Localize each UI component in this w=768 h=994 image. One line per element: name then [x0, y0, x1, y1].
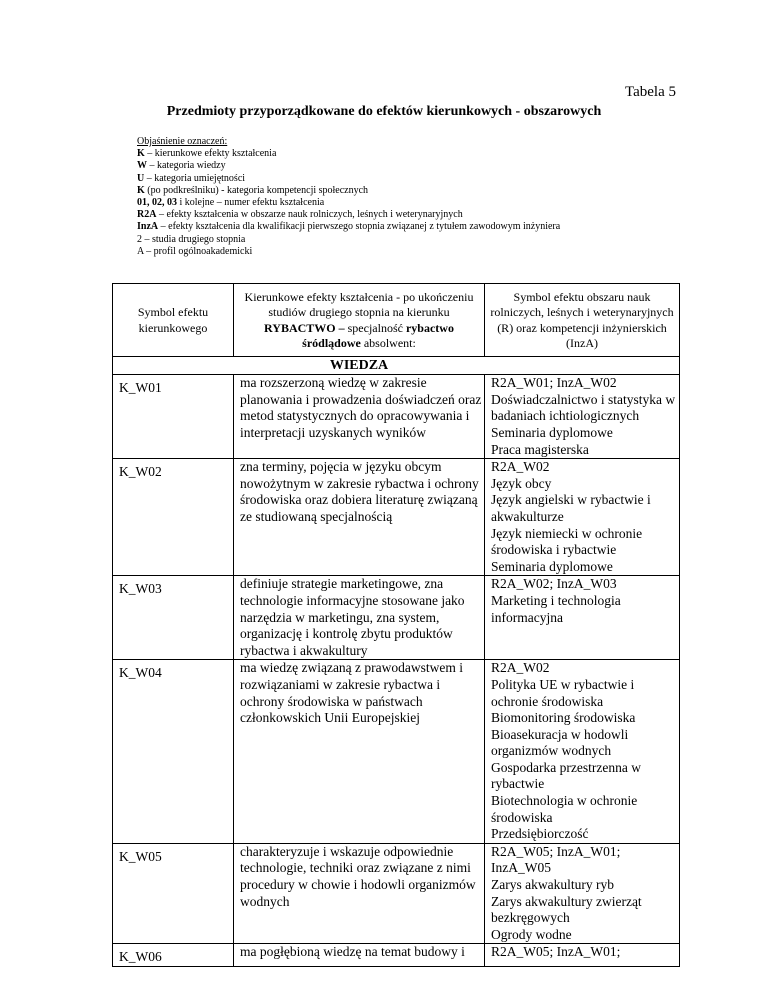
area-line: R2A_W02; InzA_W03	[491, 576, 617, 592]
table-header-row	[113, 284, 680, 357]
area-line: R2A_W01; InzA_W02	[491, 375, 617, 391]
effect-description: ma rozszerzoną wiedzę w zakresie planowania i prowadzenia doświadczeń oraz metod statystycznych do opracowywania i interpretacji uzyskanych wyników	[234, 375, 485, 459]
area-line: Praca magisterska	[491, 441, 589, 457]
effects-table	[112, 283, 680, 967]
legend-item: K (po podkreślniku) - kategoria kompetencji społecznych	[137, 184, 369, 196]
section-row	[113, 356, 680, 375]
area-line: Język obcy	[491, 475, 552, 491]
header-symbol: Symbol efektu kierunkowego	[113, 284, 234, 357]
effect-description: ma pogłębioną wiedzę na temat budowy i	[234, 944, 485, 967]
effect-description: definiuje strategie marketingowe, zna technologie informacyjne stosowane jako narzędzia w marketingu, zna system, organizację i kontrolę zbytu produktów rybactwa i akwakultury	[234, 576, 485, 660]
table-row	[113, 375, 680, 459]
effect-symbol: K_W04	[113, 660, 234, 844]
area-symbols	[485, 660, 680, 844]
area-line: Seminaria dyplomowe	[491, 425, 613, 440]
legend-item: 2 – studia drugiego stopnia	[137, 233, 246, 245]
area-line: Biomonitoring środowiska	[491, 710, 636, 726]
area-line: Zarys akwakultury zwierząt bezkręgowych	[491, 893, 642, 926]
area-line: R2A_W05; InzA_W01;	[491, 944, 621, 960]
area-line: Polityka UE w rybactwie i ochronie środowiska	[491, 676, 635, 709]
area-symbols	[485, 459, 680, 576]
area-line: R2A_W02	[491, 660, 550, 676]
area-line: Gospodarka przestrzenna w rybactwie	[491, 759, 641, 792]
effect-symbol: K_W01	[113, 375, 234, 459]
table-row	[113, 660, 680, 844]
effect-symbol: K_W05	[113, 843, 234, 944]
header-effects: Kierunkowe efekty kształcenia - po ukończeniu studiów drugiego stopnia na kierunku RYBACTWO – specjalność rybactwo śródlądowe absolwent:	[234, 284, 485, 357]
effect-description: charakteryzuje i wskazuje odpowiednie technologie, techniki oraz związane z nimi procedury w chowie i hodowli organizmów wodnych	[234, 843, 485, 944]
area-symbols	[485, 576, 680, 660]
area-symbols	[485, 375, 680, 459]
area-line: Ogrody wodne	[491, 926, 572, 942]
area-line: R2A_W05; InzA_W01; InzA_W05	[491, 843, 621, 876]
area-line: Seminaria dyplomowe	[491, 558, 613, 574]
table-row	[113, 843, 680, 944]
area-line: Język niemiecki w ochronie środowiska i rybactwie	[491, 525, 643, 558]
legend-item: InzA – efekty kształcenia dla kwalifikacji pierwszego stopnia związanej z tytułem zawodowym inżyniera	[137, 221, 561, 233]
legend-heading: Objaśnienie oznaczeń:	[137, 136, 228, 147]
legend-item: R2A – efekty kształcenia w obszarze nauk rolniczych, leśnych i weterynaryjnych	[137, 209, 463, 221]
legend	[137, 136, 560, 258]
area-line: R2A_W02	[491, 459, 550, 475]
area-line: Przedsiębiorczość	[491, 826, 589, 842]
header-area: Symbol efektu obszaru nauk rolniczych, leśnych i weterynaryjnych (R) oraz kompetencji inżynierskich (InzA)	[485, 284, 680, 357]
table-row	[113, 944, 680, 967]
effect-description: ma wiedzę związaną z prawodawstwem i rozwiązaniami w zakresie rybactwa i ochrony środowiska w państwach członkowskich Unii Europejskiej	[234, 660, 485, 844]
area-symbols	[485, 843, 680, 944]
area-line: Bioasekuracja w hodowli organizmów wodnych	[491, 726, 629, 759]
table-number: Tabela 5	[624, 84, 676, 100]
area-line: Zarys akwakultury ryb	[491, 877, 614, 893]
area-line: Doświadczalnictwo i statystyka w badaniach ichtiologicznych	[491, 391, 676, 424]
table-row	[113, 459, 680, 576]
area-line: Język angielski w rybactwie i akwakulturze	[491, 492, 651, 524]
legend-item: U – kategoria umiejętności	[137, 172, 246, 184]
area-line: Marketing i technologia informacyjna	[491, 592, 621, 625]
legend-item: A – profil ogólnoakademicki	[137, 245, 253, 257]
section-title: WIEDZA	[234, 356, 485, 375]
effect-symbol: K_W03	[113, 576, 234, 660]
page-title: Przedmioty przyporządkowane do efektów kierunkowych - obszarowych	[166, 104, 602, 119]
legend-item: K – kierunkowe efekty kształcenia	[137, 148, 277, 160]
effect-symbol: K_W02	[113, 459, 234, 576]
table-row	[113, 576, 680, 660]
legend-item: 01, 02, 03 i kolejne – numer efektu kształcenia	[137, 197, 325, 209]
area-symbols	[485, 944, 680, 967]
legend-item: W – kategoria wiedzy	[137, 160, 226, 172]
area-line: Biotechnologia w ochronie środowiska	[491, 793, 638, 825]
effect-description: zna terminy, pojęcia w języku obcym nowożytnym w zakresie rybactwa i ochrony środowiska oraz dobiera literaturę związaną ze studiowaną specjalnością	[234, 459, 485, 576]
effect-symbol: K_W06	[113, 944, 234, 967]
